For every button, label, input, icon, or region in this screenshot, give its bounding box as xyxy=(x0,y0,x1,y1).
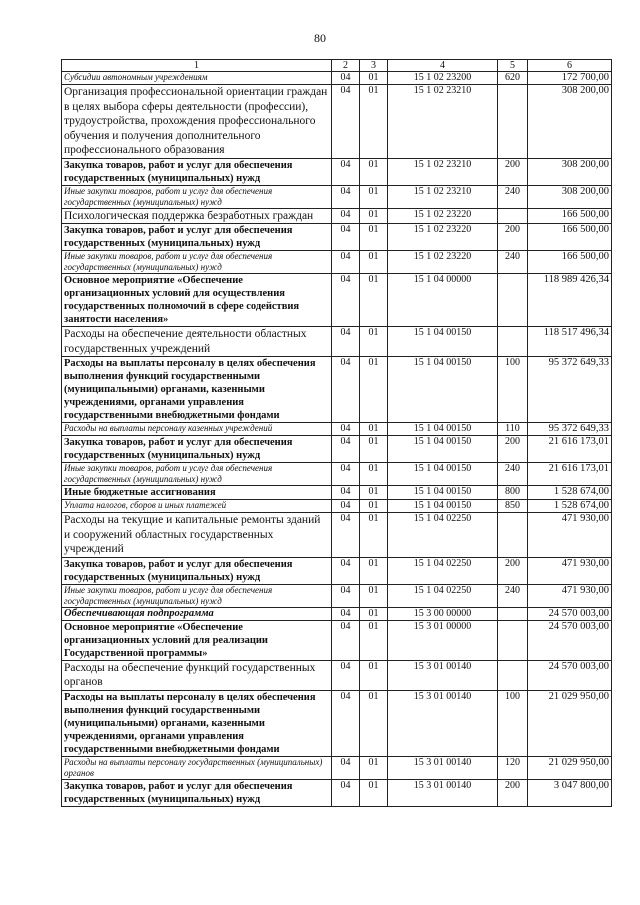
section-code: 04 xyxy=(332,779,360,806)
expense-type-code: 200 xyxy=(498,557,528,584)
target-article-code: 15 3 01 00140 xyxy=(388,690,498,756)
target-article-code: 15 1 04 00150 xyxy=(388,327,498,357)
table-row xyxy=(62,423,612,436)
subsection-code: 01 xyxy=(360,756,388,779)
item-name: Психологическая поддержка безработных граждан xyxy=(62,208,332,224)
item-name: Иные закупки товаров, работ и услуг для обеспечения государственных (муниципальных) нужд xyxy=(62,584,332,607)
item-name: Организация профессиональной ориентации граждан в целях выбора сферы деятельности (профессии), трудоустройства, прохождения профессионального обучения и получения дополнительного профессионального образования xyxy=(62,85,332,159)
item-name: Закупка товаров, работ и услуг для обеспечения государственных (муниципальных) нужд xyxy=(62,557,332,584)
target-article-code: 15 1 02 23210 xyxy=(388,185,498,208)
item-name: Основное мероприятие «Обеспечение организационных условий для осуществления государственных полномочий в сфере содействия занятости населения» xyxy=(62,274,332,327)
item-name: Иные бюджетные ассигнования xyxy=(62,486,332,500)
item-name: Уплата налогов, сборов и иных платежей xyxy=(62,500,332,513)
table-row xyxy=(62,85,612,159)
item-name: Обеспечивающая подпрограмма xyxy=(62,607,332,620)
expense-type-code xyxy=(498,513,528,558)
section-code: 04 xyxy=(332,85,360,159)
table-row xyxy=(62,779,612,806)
table-row xyxy=(62,251,612,274)
expense-type-code: 240 xyxy=(498,251,528,274)
expense-type-code: 200 xyxy=(498,158,528,185)
table-row xyxy=(62,463,612,486)
amount: 471 930,00 xyxy=(528,557,612,584)
amount: 172 700,00 xyxy=(528,72,612,85)
table-row xyxy=(62,620,612,660)
item-name: Расходы на выплаты персоналу государственных (муниципальных) органов xyxy=(62,756,332,779)
section-code: 04 xyxy=(332,185,360,208)
target-article-code: 15 1 02 23200 xyxy=(388,72,498,85)
section-code: 04 xyxy=(332,756,360,779)
table-row xyxy=(62,660,612,690)
item-name: Закупка товаров, работ и услуг для обеспечения государственных (муниципальных) нужд xyxy=(62,158,332,185)
col-header-1: 1 xyxy=(62,60,332,72)
item-name: Иные закупки товаров, работ и услуг для обеспечения государственных (муниципальных) нужд xyxy=(62,251,332,274)
amount: 3 047 800,00 xyxy=(528,779,612,806)
amount: 166 500,00 xyxy=(528,224,612,251)
subsection-code: 01 xyxy=(360,208,388,224)
expense-type-code: 850 xyxy=(498,500,528,513)
table-row xyxy=(62,357,612,423)
target-article-code: 15 1 04 00150 xyxy=(388,486,498,500)
subsection-code: 01 xyxy=(360,557,388,584)
subsection-code: 01 xyxy=(360,436,388,463)
target-article-code: 15 1 04 00000 xyxy=(388,274,498,327)
amount: 1 528 674,00 xyxy=(528,500,612,513)
amount: 118 517 496,34 xyxy=(528,327,612,357)
expense-type-code xyxy=(498,85,528,159)
target-article-code: 15 1 04 02250 xyxy=(388,584,498,607)
target-article-code: 15 1 04 00150 xyxy=(388,357,498,423)
table-row xyxy=(62,185,612,208)
expense-type-code: 240 xyxy=(498,185,528,208)
subsection-code: 01 xyxy=(360,690,388,756)
subsection-code: 01 xyxy=(360,327,388,357)
table-row xyxy=(62,274,612,327)
target-article-code: 15 1 04 00150 xyxy=(388,500,498,513)
section-code: 04 xyxy=(332,584,360,607)
target-article-code: 15 3 01 00140 xyxy=(388,779,498,806)
table-row xyxy=(62,224,612,251)
section-code: 04 xyxy=(332,72,360,85)
expense-type-code xyxy=(498,327,528,357)
item-name: Основное мероприятие «Обеспечение организационных условий для реализации Государственной программы» xyxy=(62,620,332,660)
subsection-code: 01 xyxy=(360,185,388,208)
amount: 471 930,00 xyxy=(528,513,612,558)
item-name: Иные закупки товаров, работ и услуг для обеспечения государственных (муниципальных) нужд xyxy=(62,185,332,208)
expense-type-code: 200 xyxy=(498,224,528,251)
table-header-row xyxy=(62,60,612,72)
item-name: Расходы на выплаты персоналу в целях обеспечения выполнения функций государственными (муниципальными) органами, казенными учреждениями, органами управления государственными внебюджетными фондами xyxy=(62,690,332,756)
section-code: 04 xyxy=(332,500,360,513)
table-row xyxy=(62,500,612,513)
amount: 308 200,00 xyxy=(528,185,612,208)
target-article-code: 15 3 01 00140 xyxy=(388,660,498,690)
item-name: Закупка товаров, работ и услуг для обеспечения государственных (муниципальных) нужд xyxy=(62,779,332,806)
expense-type-code: 200 xyxy=(498,436,528,463)
subsection-code: 01 xyxy=(360,463,388,486)
expense-type-code: 800 xyxy=(498,486,528,500)
section-code: 04 xyxy=(332,327,360,357)
target-article-code: 15 1 02 23220 xyxy=(388,224,498,251)
expense-type-code xyxy=(498,607,528,620)
expense-type-code: 100 xyxy=(498,690,528,756)
amount: 21 029 950,00 xyxy=(528,690,612,756)
item-name: Субсидии автономным учреждениям xyxy=(62,72,332,85)
table-row xyxy=(62,158,612,185)
target-article-code: 15 1 04 02250 xyxy=(388,557,498,584)
section-code: 04 xyxy=(332,620,360,660)
subsection-code: 01 xyxy=(360,251,388,274)
expense-type-code xyxy=(498,274,528,327)
expense-type-code xyxy=(498,660,528,690)
target-article-code: 15 3 00 00000 xyxy=(388,607,498,620)
item-name: Расходы на обеспечение деятельности областных государственных учреждений xyxy=(62,327,332,357)
subsection-code: 01 xyxy=(360,500,388,513)
expense-type-code xyxy=(498,620,528,660)
target-article-code: 15 3 01 00140 xyxy=(388,756,498,779)
item-name: Иные закупки товаров, работ и услуг для обеспечения государственных (муниципальных) нужд xyxy=(62,463,332,486)
subsection-code: 01 xyxy=(360,158,388,185)
amount: 95 372 649,33 xyxy=(528,423,612,436)
subsection-code: 01 xyxy=(360,620,388,660)
col-header-2: 2 xyxy=(332,60,360,72)
amount: 1 528 674,00 xyxy=(528,486,612,500)
expense-type-code: 240 xyxy=(498,463,528,486)
item-name: Расходы на обеспечение функций государственных органов xyxy=(62,660,332,690)
target-article-code: 15 1 04 02250 xyxy=(388,513,498,558)
section-code: 04 xyxy=(332,423,360,436)
amount: 95 372 649,33 xyxy=(528,357,612,423)
table-row xyxy=(62,208,612,224)
table-row xyxy=(62,486,612,500)
subsection-code: 01 xyxy=(360,224,388,251)
section-code: 04 xyxy=(332,357,360,423)
amount: 166 500,00 xyxy=(528,251,612,274)
table-row xyxy=(62,557,612,584)
target-article-code: 15 1 02 23220 xyxy=(388,208,498,224)
subsection-code: 01 xyxy=(360,779,388,806)
amount: 21 616 173,01 xyxy=(528,436,612,463)
target-article-code: 15 1 02 23220 xyxy=(388,251,498,274)
target-article-code: 15 1 02 23210 xyxy=(388,158,498,185)
subsection-code: 01 xyxy=(360,607,388,620)
subsection-code: 01 xyxy=(360,72,388,85)
table-row xyxy=(62,436,612,463)
amount: 24 570 003,00 xyxy=(528,620,612,660)
section-code: 04 xyxy=(332,224,360,251)
table-row xyxy=(62,327,612,357)
expense-type-code: 200 xyxy=(498,779,528,806)
subsection-code: 01 xyxy=(360,513,388,558)
col-header-6: 6 xyxy=(528,60,612,72)
amount: 166 500,00 xyxy=(528,208,612,224)
amount: 24 570 003,00 xyxy=(528,660,612,690)
expense-type-code: 100 xyxy=(498,357,528,423)
section-code: 04 xyxy=(332,436,360,463)
amount: 24 570 003,00 xyxy=(528,607,612,620)
subsection-code: 01 xyxy=(360,660,388,690)
table-row xyxy=(62,756,612,779)
amount: 21 029 950,00 xyxy=(528,756,612,779)
table-row xyxy=(62,513,612,558)
section-code: 04 xyxy=(332,660,360,690)
col-header-3: 3 xyxy=(360,60,388,72)
section-code: 04 xyxy=(332,251,360,274)
amount: 308 200,00 xyxy=(528,85,612,159)
section-code: 04 xyxy=(332,557,360,584)
target-article-code: 15 1 04 00150 xyxy=(388,423,498,436)
page-number: 80 xyxy=(314,31,326,45)
expense-type-code: 620 xyxy=(498,72,528,85)
section-code: 04 xyxy=(332,274,360,327)
subsection-code: 01 xyxy=(360,584,388,607)
table-row xyxy=(62,607,612,620)
section-code: 04 xyxy=(332,607,360,620)
subsection-code: 01 xyxy=(360,423,388,436)
expense-type-code xyxy=(498,208,528,224)
section-code: 04 xyxy=(332,486,360,500)
section-code: 04 xyxy=(332,513,360,558)
target-article-code: 15 1 04 00150 xyxy=(388,463,498,486)
item-name: Закупка товаров, работ и услуг для обеспечения государственных (муниципальных) нужд xyxy=(62,436,332,463)
subsection-code: 01 xyxy=(360,274,388,327)
target-article-code: 15 1 04 00150 xyxy=(388,436,498,463)
col-header-4: 4 xyxy=(388,60,498,72)
section-code: 04 xyxy=(332,463,360,486)
item-name: Закупка товаров, работ и услуг для обеспечения государственных (муниципальных) нужд xyxy=(62,224,332,251)
target-article-code: 15 1 02 23210 xyxy=(388,85,498,159)
table-row xyxy=(62,72,612,85)
table-row xyxy=(62,584,612,607)
subsection-code: 01 xyxy=(360,357,388,423)
item-name: Расходы на выплаты персоналу казенных учреждений xyxy=(62,423,332,436)
section-code: 04 xyxy=(332,208,360,224)
target-article-code: 15 3 01 00000 xyxy=(388,620,498,660)
section-code: 04 xyxy=(332,158,360,185)
amount: 118 989 426,34 xyxy=(528,274,612,327)
amount: 308 200,00 xyxy=(528,158,612,185)
section-code: 04 xyxy=(332,690,360,756)
item-name: Расходы на текущие и капитальные ремонты зданий и сооружений областных государственных учреждений xyxy=(62,513,332,558)
subsection-code: 01 xyxy=(360,486,388,500)
col-header-5: 5 xyxy=(498,60,528,72)
expense-type-code: 110 xyxy=(498,423,528,436)
table-row xyxy=(62,690,612,756)
expense-type-code: 240 xyxy=(498,584,528,607)
amount: 21 616 173,01 xyxy=(528,463,612,486)
amount: 471 930,00 xyxy=(528,584,612,607)
item-name: Расходы на выплаты персоналу в целях обеспечения выполнения функций государственными (муниципальными) органами, казенными учреждениями, органами управления государственными внебюджетными фондами xyxy=(62,357,332,423)
budget-table xyxy=(61,59,612,807)
expense-type-code: 120 xyxy=(498,756,528,779)
subsection-code: 01 xyxy=(360,85,388,159)
